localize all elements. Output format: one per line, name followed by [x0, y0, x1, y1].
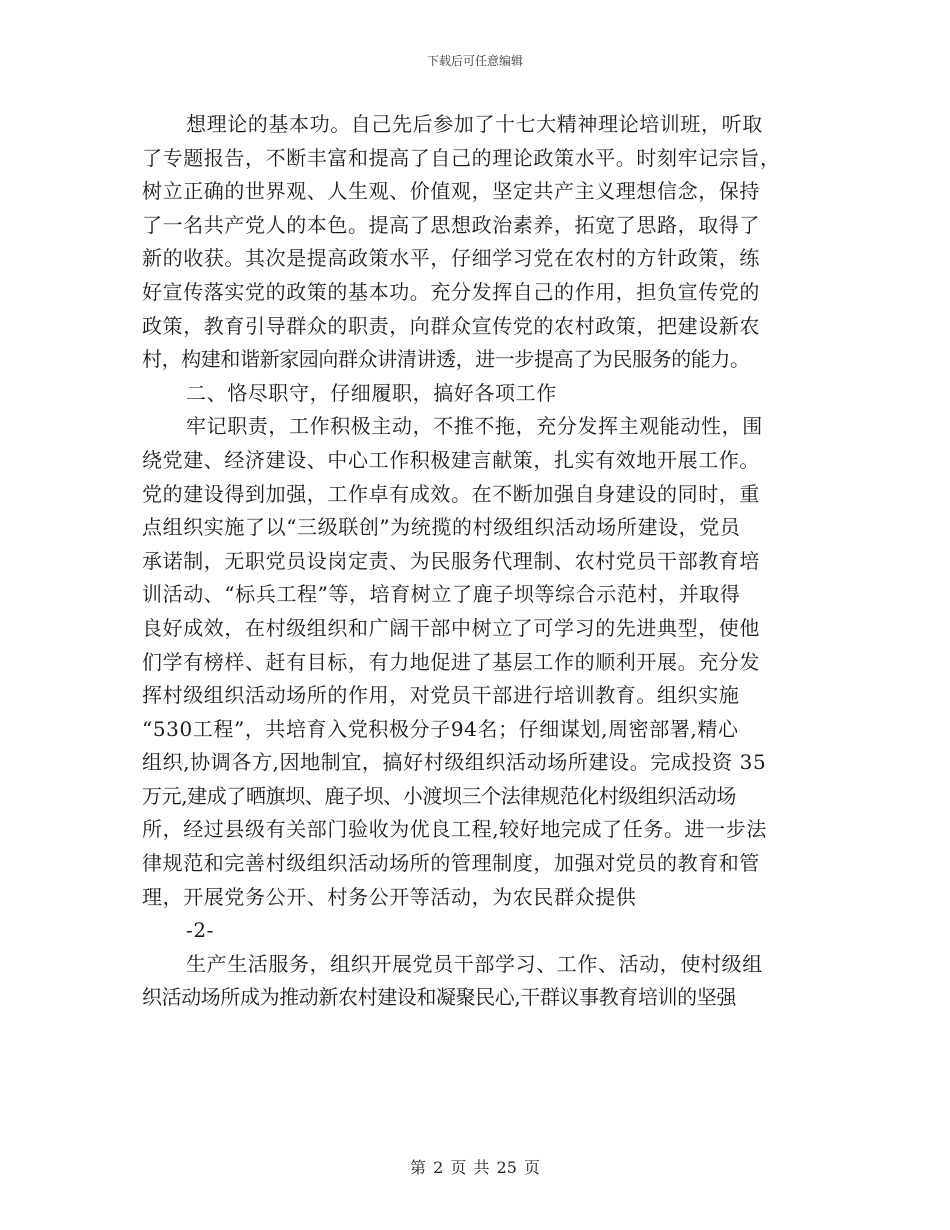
body-line: 牢记职责，工作积极主动，不推不拖，充分发挥主观能动性，围: [186, 414, 763, 439]
body-line: 挥村级组织活动场所的作用，对党员干部进行培训教育。组织实施: [142, 683, 740, 708]
body-line: 了一名共产党人的本色。提高了思想政治素养，拓宽了思路，取得了: [142, 212, 760, 237]
body-line: 织活动场所成为推动新农村建设和凝聚民心,干群议事教育培训的坚强: [142, 985, 736, 1010]
page-header: 下载后可任意编辑: [426, 54, 523, 68]
body-line: 理，开展党务公开、村务公开等活动，为农民群众提供: [142, 884, 637, 909]
body-line: “530工程”，共培育入党积极分子94名；仔细谋划,周密部署,精心: [142, 716, 739, 741]
body-line: 训活动、“标兵工程”等，培育树立了鹿子坝等综合示范村，并取得: [142, 582, 741, 607]
body-line: 新的收获。其次是提高政策水平，仔细学习党在农村的方针政策，练: [142, 246, 760, 271]
body-line: 良好成效，在村级组织和广阔干部中树立了可学习的先进典型，使他: [142, 615, 760, 640]
inline-page-number: -2-: [186, 918, 215, 943]
body-line: 树立正确的世界观、人生观、价值观，坚定共产主义理想信念，保持: [142, 179, 760, 204]
body-line: 万元,建成了晒旗坝、鹿子坝、小渡坝三个法律规范化村级组织活动场: [142, 783, 736, 808]
body-line: 组织,协调各方,因地制宜，搞好村级组织活动场所建设。完成投资 35: [142, 750, 767, 775]
body-line: 所，经过县级有关部门验收为优良工程,较好地完成了任务。进一步法: [142, 817, 767, 842]
body-line: 好宣传落实党的政策的基本功。充分发挥自己的作用，担负宣传党的: [142, 279, 760, 304]
body-line: 们学有榜样、赶有目标，有力地促进了基层工作的顺利开展。充分发: [142, 649, 760, 674]
body-line: 政策，教育引导群众的职责，向群众宣传党的农村政策，把建设新农: [142, 313, 760, 338]
body-line: 点组织实施了以“三级联创”为统揽的村级组织活动场所建设，党员: [142, 515, 741, 540]
body-line: 绕党建、经济建设、中心工作积极建言献策，扎实有效地开展工作。: [142, 447, 760, 472]
body-line: 了专题报告，不断丰富和提高了自己的理论政策水平。时刻牢记宗旨，: [142, 145, 781, 170]
page-footer: 第 2 页 共 25 页: [410, 1158, 540, 1177]
document-body: [142, 108, 807, 1015]
body-line: 承诺制，无职党员设岗定责、为民服务代理制、农村党员干部教育培: [142, 548, 760, 573]
body-line: 律规范和完善村级组织活动场所的管理制度，加强对党员的教育和管: [142, 851, 760, 876]
body-line: 党的建设得到加强，工作卓有成效。在不断加强自身建设的同时，重: [142, 481, 760, 506]
body-line: 村，构建和谐新家园向群众讲清讲透，进一步提高了为民服务的能力。: [142, 347, 750, 372]
body-line: 生产生活服务，组织开展党员干部学习、工作、活动，使村级组: [186, 951, 763, 976]
section-heading: 二、恪尽职守，仔细履职，搞好各项工作: [186, 380, 557, 405]
body-line: 想理论的基本功。自己先后参加了十七大精神理论培训班，听取: [186, 112, 763, 136]
